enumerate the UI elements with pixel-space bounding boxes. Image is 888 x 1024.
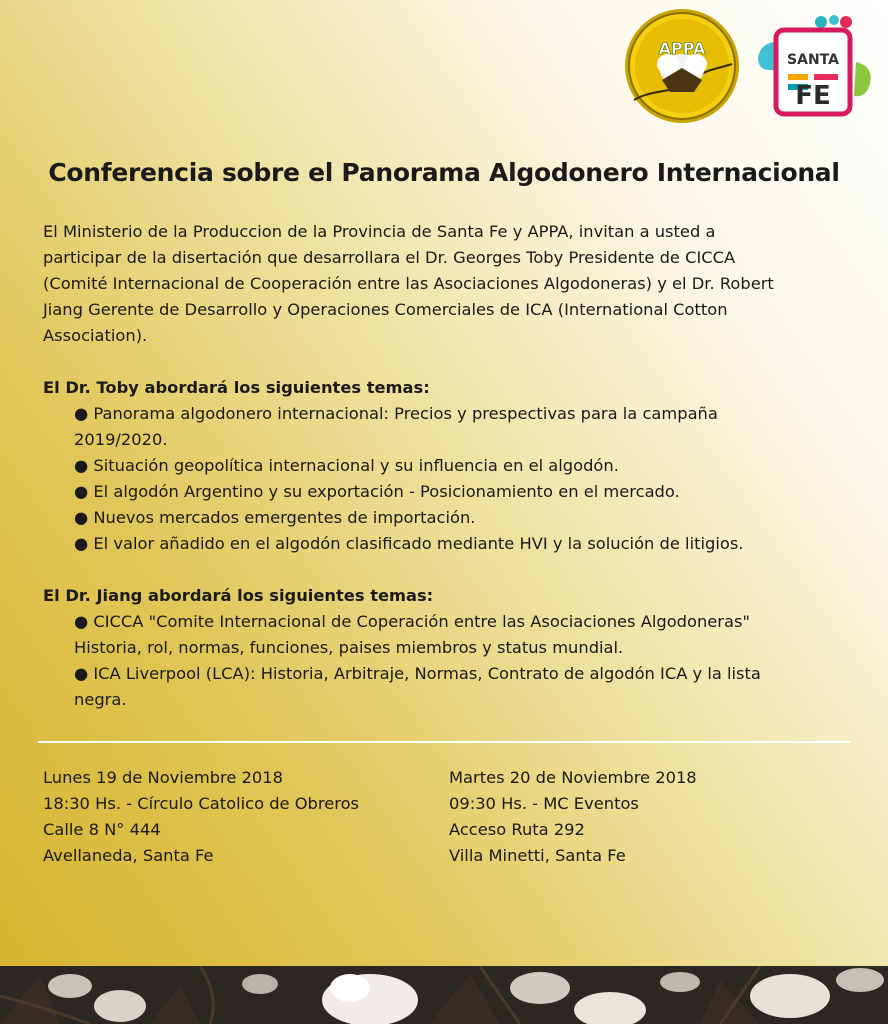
toby-topic: 2019/2020.: [74, 430, 168, 449]
intro-line: El Ministerio de la Produccion de la Provincia de Santa Fe y APPA, invitan a usted a: [43, 222, 716, 241]
event-date: Lunes 19 de Noviembre 2018: [43, 768, 283, 787]
toby-topic: ● Nuevos mercados emergentes de importación.: [74, 508, 476, 527]
santafe-logo-line1: SANTA: [787, 52, 839, 68]
toby-topic: ● El valor añadido en el algodón clasificado mediante HVI y la solución de litigios.: [74, 534, 744, 553]
santafe-logo-line2: FE: [795, 81, 831, 111]
jiang-topic: Historia, rol, normas, funciones, paises miembros y status mundial.: [74, 638, 624, 657]
event-city: Avellaneda, Santa Fe: [43, 846, 214, 865]
toby-topic: ● Situación geopolítica internacional y su influencia en el algodón.: [74, 456, 619, 475]
jiang-heading: El Dr. Jiang abordará los siguientes temas:: [43, 586, 434, 605]
event-address: Acceso Ruta 292: [449, 820, 585, 839]
jiang-topic: negra.: [74, 690, 127, 709]
toby-topic: ● El algodón Argentino y su exportación - Posicionamiento en el mercado.: [74, 482, 680, 501]
santafe-logo: [758, 12, 878, 122]
appa-logo: [624, 8, 740, 124]
intro-line: (Comité Internacional de Cooperación entre las Asociaciones Algodoneras) y el Dr. Robert: [43, 274, 774, 293]
intro-line: Jiang Gerente de Desarrollo y Operaciones Comerciales de ICA (International Cotton: [43, 300, 728, 319]
event-time-venue: 18:30 Hs. - Círculo Catolico de Obreros: [43, 794, 360, 813]
appa-logo-text: APPA: [658, 39, 706, 58]
body-content: [43, 219, 843, 713]
event-city: Villa Minetti, Santa Fe: [449, 846, 626, 865]
intro-line: participar de la disertación que desarrollara el Dr. Georges Toby Presidente de CICCA: [43, 248, 736, 267]
event-address: Calle 8 N° 444: [43, 820, 161, 839]
page-title: Conferencia sobre el Panorama Algodonero Internacional: [48, 158, 840, 187]
event-monday: [43, 765, 359, 869]
toby-heading: El Dr. Toby abordará los siguientes temas:: [43, 378, 430, 397]
intro-line: Association).: [43, 326, 148, 345]
jiang-topic: ● CICCA "Comite Internacional de Coperación entre las Asociaciones Algodoneras": [74, 612, 750, 631]
jiang-topic: ● ICA Liverpool (LCA): Historia, Arbitraje, Normas, Contrato de algodón ICA y la lista: [74, 664, 761, 683]
event-time-venue: 09:30 Hs. - MC Eventos: [449, 794, 639, 813]
event-date: Martes 20 de Noviembre 2018: [449, 768, 697, 787]
cotton-field-image: [0, 966, 888, 1024]
toby-topic: ● Panorama algodonero internacional: Precios y prespectivas para la campaña: [74, 404, 718, 423]
event-tuesday: [449, 765, 697, 869]
divider: [38, 741, 850, 743]
